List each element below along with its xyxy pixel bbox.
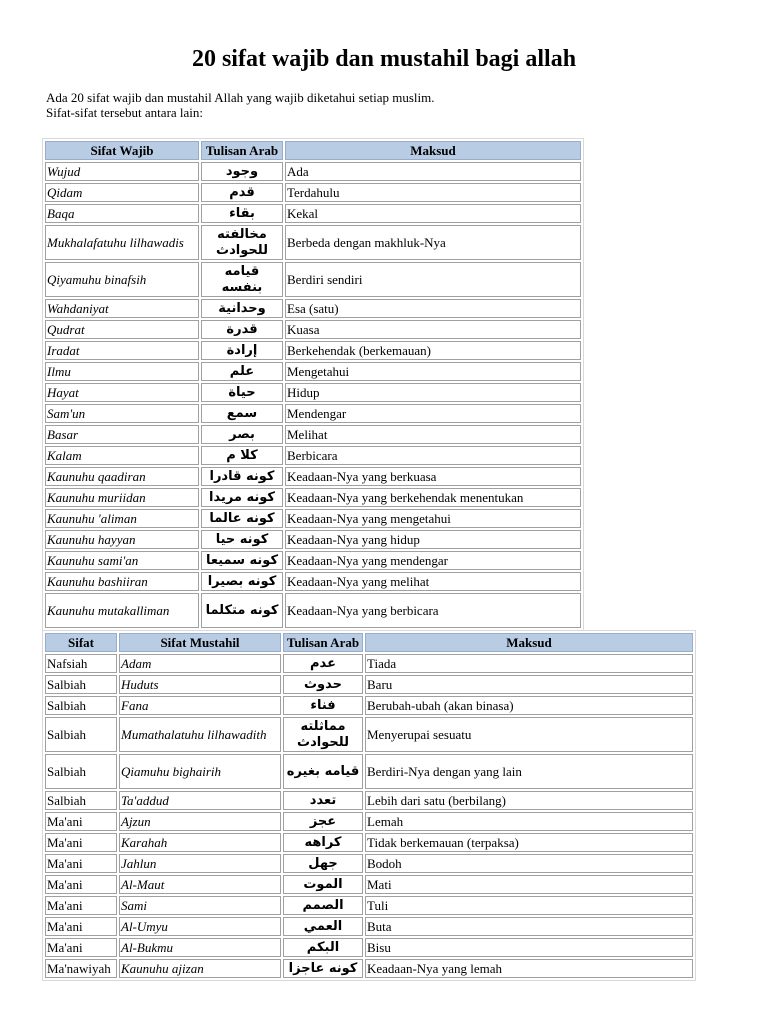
cell-sifat-mustahil: Qiamuhu bighairih xyxy=(119,754,281,789)
cell-sifat: Ma'ani xyxy=(45,917,117,936)
cell-tulisan-arab: جهل xyxy=(283,854,363,873)
table-row xyxy=(45,896,693,915)
cell-sifat: Ma'ani xyxy=(45,812,117,831)
cell-tulisan-arab: عدم xyxy=(283,654,363,673)
table-row xyxy=(45,917,693,936)
cell-tulisan-arab: حياة xyxy=(201,383,283,402)
cell-tulisan-arab: كلا م xyxy=(201,446,283,465)
cell-maksud: Keadaan-Nya yang berkuasa xyxy=(285,467,581,486)
table-row xyxy=(45,654,693,673)
table-row xyxy=(45,341,581,360)
cell-maksud: Melihat xyxy=(285,425,581,444)
cell-sifat-wajib: Kaunuhu qaadiran xyxy=(45,467,199,486)
cell-sifat-wajib: Hayat xyxy=(45,383,199,402)
cell-sifat-mustahil: Al-Bukmu xyxy=(119,938,281,957)
cell-sifat: Salbiah xyxy=(45,717,117,752)
cell-sifat-wajib: Sam'un xyxy=(45,404,199,423)
cell-tulisan-arab: العمي xyxy=(283,917,363,936)
cell-maksud: Keadaan-Nya yang melihat xyxy=(285,572,581,591)
cell-sifat-wajib: Qidam xyxy=(45,183,199,202)
cell-sifat-wajib: Kaunuhu hayyan xyxy=(45,530,199,549)
cell-tulisan-arab: تعدد xyxy=(283,791,363,810)
sifat-wajib-table xyxy=(42,138,584,631)
table-row xyxy=(45,791,693,810)
table-row xyxy=(45,551,581,570)
cell-sifat: Nafsiah xyxy=(45,654,117,673)
cell-maksud: Keadaan-Nya yang mengetahui xyxy=(285,509,581,528)
sifat-mustahil-table xyxy=(42,630,696,981)
table-row xyxy=(45,404,581,423)
cell-maksud: Esa (satu) xyxy=(285,299,581,318)
cell-maksud: Mati xyxy=(365,875,693,894)
table-row xyxy=(45,812,693,831)
cell-sifat-wajib: Kaunuhu mutakalliman xyxy=(45,593,199,628)
cell-sifat-wajib: Kaunuhu muriidan xyxy=(45,488,199,507)
cell-tulisan-arab: علم xyxy=(201,362,283,381)
header-sifat-mustahil: Sifat Mustahil xyxy=(119,633,281,652)
cell-tulisan-arab: مماثلته للحوادث xyxy=(283,717,363,752)
intro-line: Sifat-sifat tersebut antara lain: xyxy=(46,105,204,120)
cell-sifat-mustahil: Adam xyxy=(119,654,281,673)
cell-maksud: Tiada xyxy=(365,654,693,673)
cell-sifat-mustahil: Fana xyxy=(119,696,281,715)
cell-sifat-mustahil: Ta'addud xyxy=(119,791,281,810)
table-row xyxy=(45,696,693,715)
cell-maksud: Keadaan-Nya yang berkehendak menentukan xyxy=(285,488,581,507)
cell-tulisan-arab: كراهه xyxy=(283,833,363,852)
cell-tulisan-arab: الموت xyxy=(283,875,363,894)
cell-maksud: Keadaan-Nya yang berbicara xyxy=(285,593,581,628)
cell-maksud: Baru xyxy=(365,675,693,694)
table-row xyxy=(45,262,581,297)
cell-maksud: Mengetahui xyxy=(285,362,581,381)
cell-sifat-mustahil: Jahlun xyxy=(119,854,281,873)
cell-maksud: Berbicara xyxy=(285,446,581,465)
table-row xyxy=(45,467,581,486)
table-header-row xyxy=(45,141,581,160)
table-row xyxy=(45,225,581,260)
cell-sifat: Salbiah xyxy=(45,754,117,789)
cell-tulisan-arab: البكم xyxy=(283,938,363,957)
cell-sifat: Salbiah xyxy=(45,696,117,715)
cell-maksud: Bodoh xyxy=(365,854,693,873)
cell-sifat-wajib: Wahdaniyat xyxy=(45,299,199,318)
cell-sifat-mustahil: Mumathalatuhu lilhawadith xyxy=(119,717,281,752)
header-maksud: Maksud xyxy=(365,633,693,652)
cell-tulisan-arab: مخالفته للحوادث xyxy=(201,225,283,260)
cell-tulisan-arab: حدوث xyxy=(283,675,363,694)
table-row xyxy=(45,754,693,789)
table-row xyxy=(45,183,581,202)
cell-sifat-wajib: Baqa xyxy=(45,204,199,223)
cell-sifat-wajib: Mukhalafatuhu lilhawadis xyxy=(45,225,199,260)
intro-paragraph xyxy=(46,90,435,120)
table-row xyxy=(45,572,581,591)
cell-tulisan-arab: سمع xyxy=(201,404,283,423)
cell-maksud: Ada xyxy=(285,162,581,181)
cell-sifat: Ma'ani xyxy=(45,875,117,894)
cell-tulisan-arab: كونه عالما xyxy=(201,509,283,528)
cell-tulisan-arab: بصر xyxy=(201,425,283,444)
cell-maksud: Keadaan-Nya yang mendengar xyxy=(285,551,581,570)
table-row xyxy=(45,320,581,339)
cell-tulisan-arab: فناء xyxy=(283,696,363,715)
cell-sifat-wajib: Kaunuhu bashiiran xyxy=(45,572,199,591)
cell-sifat: Salbiah xyxy=(45,791,117,810)
cell-tulisan-arab: وجود xyxy=(201,162,283,181)
cell-tulisan-arab: قيامه بغيره xyxy=(283,754,363,789)
cell-maksud: Menyerupai sesuatu xyxy=(365,717,693,752)
intro-line: Ada 20 sifat wajib dan mustahil Allah yang wajib diketahui setiap muslim. xyxy=(46,90,435,105)
cell-maksud: Tuli xyxy=(365,896,693,915)
cell-sifat-mustahil: Huduts xyxy=(119,675,281,694)
table-row xyxy=(45,675,693,694)
cell-maksud: Kuasa xyxy=(285,320,581,339)
table-row xyxy=(45,959,693,978)
table-row xyxy=(45,593,581,628)
cell-sifat-mustahil: Kaunuhu ajizan xyxy=(119,959,281,978)
table-row xyxy=(45,717,693,752)
cell-maksud: Tidak berkemauan (terpaksa) xyxy=(365,833,693,852)
cell-maksud: Buta xyxy=(365,917,693,936)
cell-maksud: Mendengar xyxy=(285,404,581,423)
cell-maksud: Berkehendak (berkemauan) xyxy=(285,341,581,360)
header-maksud: Maksud xyxy=(285,141,581,160)
table-row xyxy=(45,162,581,181)
cell-sifat-mustahil: Ajzun xyxy=(119,812,281,831)
table-row xyxy=(45,875,693,894)
cell-sifat-wajib: Wujud xyxy=(45,162,199,181)
cell-maksud: Hidup xyxy=(285,383,581,402)
cell-tulisan-arab: قدرة xyxy=(201,320,283,339)
cell-sifat-mustahil: Al-Maut xyxy=(119,875,281,894)
cell-tulisan-arab: الصمم xyxy=(283,896,363,915)
cell-sifat-mustahil: Sami xyxy=(119,896,281,915)
cell-sifat: Ma'ani xyxy=(45,854,117,873)
table-row xyxy=(45,509,581,528)
cell-tulisan-arab: كونه بصيرا xyxy=(201,572,283,591)
cell-tulisan-arab: قيامه بنفسه xyxy=(201,262,283,297)
cell-sifat: Salbiah xyxy=(45,675,117,694)
cell-tulisan-arab: كونه مريدا xyxy=(201,488,283,507)
cell-sifat-wajib: Kaunuhu 'aliman xyxy=(45,509,199,528)
table-row xyxy=(45,530,581,549)
cell-tulisan-arab: كونه عاجزا xyxy=(283,959,363,978)
cell-sifat-wajib: Kalam xyxy=(45,446,199,465)
cell-sifat-mustahil: Al-Umyu xyxy=(119,917,281,936)
table-row xyxy=(45,299,581,318)
cell-sifat-wajib: Basar xyxy=(45,425,199,444)
cell-sifat-wajib: Ilmu xyxy=(45,362,199,381)
table-header-row xyxy=(45,633,693,652)
cell-sifat-wajib: Qiyamuhu binafsih xyxy=(45,262,199,297)
cell-maksud: Berdiri sendiri xyxy=(285,262,581,297)
cell-maksud: Lemah xyxy=(365,812,693,831)
cell-sifat: Ma'ani xyxy=(45,896,117,915)
cell-tulisan-arab: كونه سميعا xyxy=(201,551,283,570)
cell-tulisan-arab: كونه حيا xyxy=(201,530,283,549)
cell-maksud: Berdiri-Nya dengan yang lain xyxy=(365,754,693,789)
cell-tulisan-arab: بقاء xyxy=(201,204,283,223)
cell-tulisan-arab: قدم xyxy=(201,183,283,202)
cell-sifat-wajib: Iradat xyxy=(45,341,199,360)
cell-sifat: Ma'nawiyah xyxy=(45,959,117,978)
table-row xyxy=(45,446,581,465)
cell-sifat-wajib: Qudrat xyxy=(45,320,199,339)
header-tulisan-arab: Tulisan Arab xyxy=(283,633,363,652)
table-row xyxy=(45,854,693,873)
cell-maksud: Terdahulu xyxy=(285,183,581,202)
cell-maksud: Keadaan-Nya yang hidup xyxy=(285,530,581,549)
cell-sifat: Ma'ani xyxy=(45,938,117,957)
header-sifat-wajib: Sifat Wajib xyxy=(45,141,199,160)
cell-maksud: Berbeda dengan makhluk-Nya xyxy=(285,225,581,260)
header-tulisan-arab: Tulisan Arab xyxy=(201,141,283,160)
table-row xyxy=(45,362,581,381)
cell-maksud: Berubah-ubah (akan binasa) xyxy=(365,696,693,715)
cell-maksud: Bisu xyxy=(365,938,693,957)
cell-tulisan-arab: عجز xyxy=(283,812,363,831)
table-row xyxy=(45,383,581,402)
cell-sifat-mustahil: Karahah xyxy=(119,833,281,852)
cell-tulisan-arab: كونه قادرا xyxy=(201,467,283,486)
cell-tulisan-arab: كونه متكلما xyxy=(201,593,283,628)
cell-tulisan-arab: إرادة xyxy=(201,341,283,360)
table-row xyxy=(45,204,581,223)
cell-maksud: Keadaan-Nya yang lemah xyxy=(365,959,693,978)
cell-sifat-wajib: Kaunuhu sami'an xyxy=(45,551,199,570)
page-title: 20 sifat wajib dan mustahil bagi allah xyxy=(191,46,577,72)
cell-tulisan-arab: وحدانية xyxy=(201,299,283,318)
table-row xyxy=(45,938,693,957)
table-row xyxy=(45,425,581,444)
header-sifat: Sifat xyxy=(45,633,117,652)
cell-maksud: Kekal xyxy=(285,204,581,223)
table-row xyxy=(45,833,693,852)
table-row xyxy=(45,488,581,507)
cell-maksud: Lebih dari satu (berbilang) xyxy=(365,791,693,810)
cell-sifat: Ma'ani xyxy=(45,833,117,852)
